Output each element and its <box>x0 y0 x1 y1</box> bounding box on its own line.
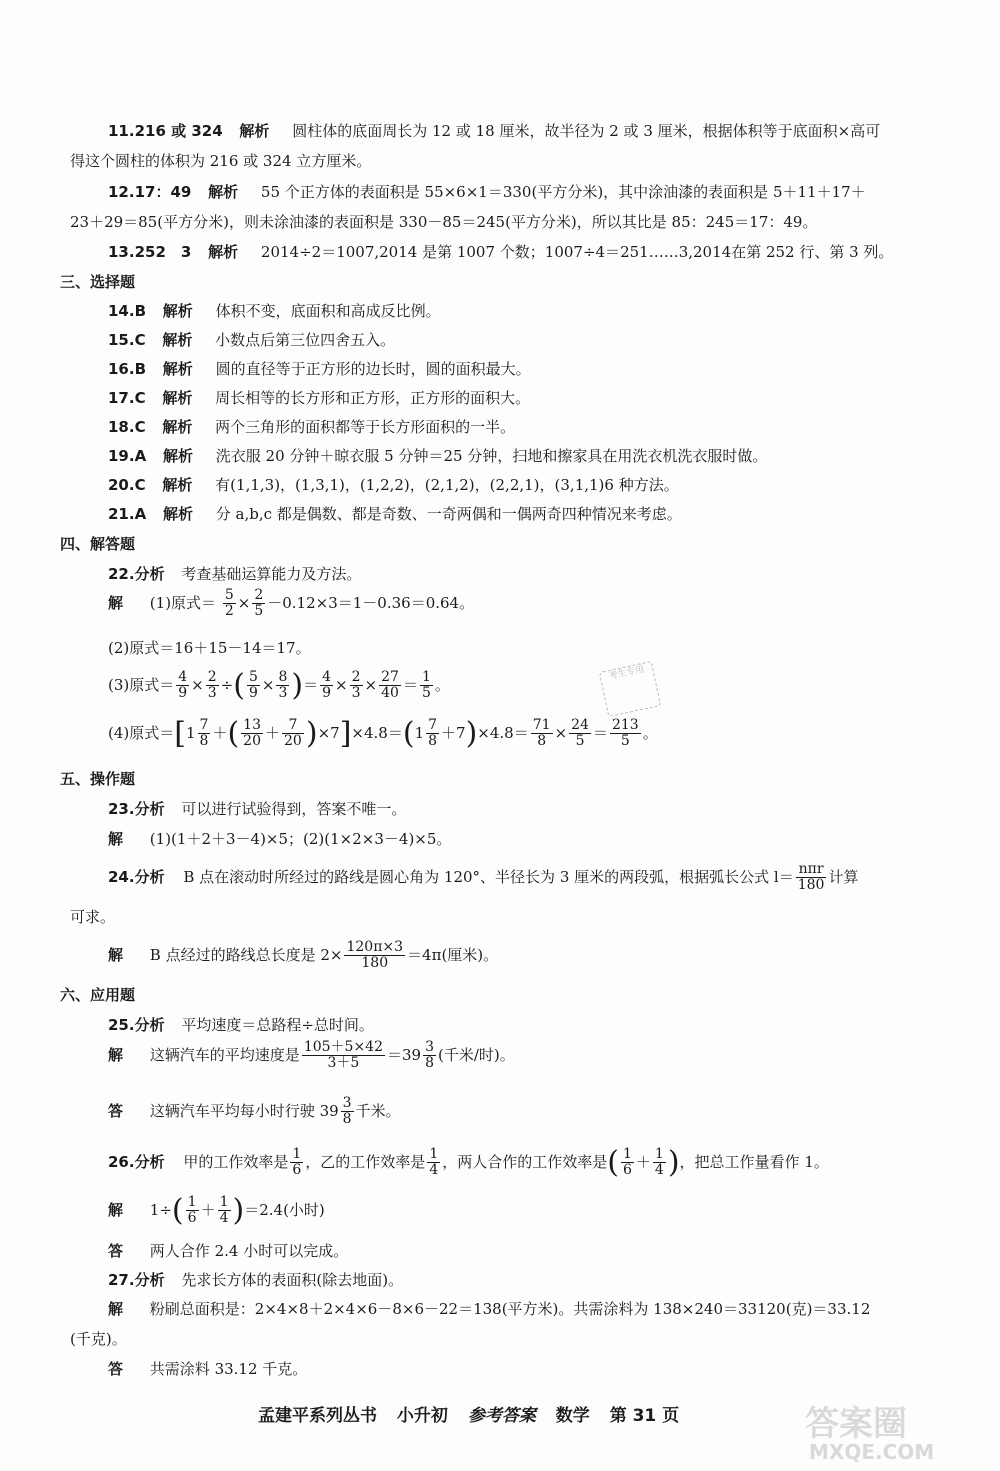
answer-number: 11.216 或 324 <box>108 122 223 140</box>
denominator: 4 <box>219 1210 229 1227</box>
analysis-text: 平均速度＝总路程÷总时间。 <box>181 1016 374 1034</box>
numerator: 5 <box>248 669 258 685</box>
numerator: 7 <box>428 717 438 733</box>
denominator: 3 <box>278 685 288 702</box>
answer-24 <box>108 862 858 894</box>
numerator: 1 <box>219 1194 229 1210</box>
denominator: 6 <box>622 1162 632 1179</box>
right-paren: ) <box>465 715 478 751</box>
answer-number: 18.C <box>108 418 146 436</box>
fraction <box>186 1195 199 1227</box>
numerator: 2 <box>207 669 217 685</box>
analysis-text: ，乙的工作效率是 <box>305 1152 426 1171</box>
answer-23 <box>108 798 424 819</box>
answer-number: 16.B <box>108 360 147 378</box>
solution-suffix: －0.12×3＝1－0.36＝0.64。 <box>267 593 475 612</box>
answer-number: 20.C <box>108 476 146 494</box>
answer-number: 23.分析 <box>108 800 165 818</box>
fraction <box>218 1195 231 1227</box>
reply-25 <box>108 1096 401 1128</box>
analysis-text: 甲的工作效率是 <box>183 1152 289 1171</box>
fraction <box>223 588 236 620</box>
analysis-label: 解析 <box>162 331 193 349</box>
reply-suffix: 千米。 <box>355 1101 401 1120</box>
denominator: 9 <box>178 685 188 702</box>
answer-24-cont: 可求。 <box>70 908 116 926</box>
answer-number: 25.分析 <box>108 1016 165 1034</box>
left-paren: ( <box>607 1144 619 1180</box>
logo-title: 答案圈 <box>805 1404 907 1444</box>
analysis-label: 解析 <box>208 243 239 261</box>
denominator: 40 <box>381 685 399 702</box>
answer-11 <box>108 120 880 141</box>
answer-number: 12.17：49 <box>108 183 192 201</box>
watermark-logo <box>795 1395 975 1465</box>
analysis-label: 解析 <box>239 122 270 140</box>
solution-prefix: (4)原式＝ <box>108 723 175 742</box>
answer-18 <box>108 416 515 437</box>
left-paren: ( <box>233 667 245 703</box>
numerator: 1 <box>421 669 431 685</box>
solution-text: (1)(1＋2＋3－4)×5；(2)(1×2×3－4)×5。 <box>149 830 452 848</box>
multiply-text: ×4.8＝ <box>351 723 403 742</box>
answer-number: 17.C <box>108 389 146 407</box>
answer-text: 周长相等的长方形和正方形，正方形的面积大。 <box>215 389 531 407</box>
denominator: 9 <box>248 685 258 702</box>
denominator: 20 <box>243 733 261 750</box>
solution-22-3: (3)原式＝ $\frac{4}{9}$ × $\frac{2}{3}$ ÷( $\frac{5}{9}$ × $\frac{8}{3}$ )＝ $\frac{4}{9}$ × $\frac{2}{3}$ × $\frac{27}{40}$ ＝ $\frac{1}{5}$ 。 <box>108 667 450 703</box>
numerator: 4 <box>178 669 188 685</box>
denominator: 8 <box>342 1111 352 1128</box>
solution-22-1: 解 (1)原式＝ $\frac{5}{2}$ × $\frac{2}{5}$ －0.12×3＝1－0.36＝0.64。 <box>108 587 475 620</box>
reply-text: 共需涂料 33.12 千克。 <box>149 1360 308 1378</box>
denominator: 2 <box>224 603 234 620</box>
fraction <box>241 718 263 750</box>
reply-26 <box>108 1240 348 1261</box>
stamp-mark <box>599 661 661 717</box>
fraction <box>531 718 553 750</box>
fraction <box>344 940 405 972</box>
numerator: 105＋5×42 <box>303 1039 383 1055</box>
analysis-label: 解析 <box>162 302 193 320</box>
answer-25 <box>108 1014 392 1035</box>
solution-prefix: (1)原式＝ <box>149 593 217 612</box>
analysis-label: 解析 <box>162 418 193 436</box>
left-bracket: [ <box>174 715 186 751</box>
solution-25 <box>108 1040 515 1072</box>
right-bracket: ] <box>339 715 352 751</box>
numerator: 5 <box>224 587 234 603</box>
solution-27 <box>108 1298 870 1319</box>
solution-suffix: ＝2.4(小时) <box>244 1200 325 1219</box>
fraction <box>379 670 401 702</box>
answer-text: 圆的直径等于正方形的边长时，圆的面积最大。 <box>215 360 531 378</box>
fraction <box>426 718 439 750</box>
answer-12 <box>108 181 866 202</box>
solution-prefix: B 点经过的路线总长度是 2× <box>149 945 343 964</box>
fraction <box>252 588 265 620</box>
solution-label: 解 <box>108 593 124 612</box>
denominator: 4 <box>654 1162 664 1179</box>
solution-23 <box>108 828 451 849</box>
answer-number: 21.A <box>108 505 147 523</box>
fraction <box>276 670 289 702</box>
numerator: 13 <box>243 717 261 733</box>
left-paren: ( <box>402 715 415 751</box>
stamp-text: 考生专用 <box>608 664 646 682</box>
answer-27 <box>108 1269 421 1290</box>
answer-number: 26.分析 <box>108 1152 165 1171</box>
answer-20 <box>108 474 679 495</box>
fraction <box>610 718 641 750</box>
answer-text: 圆柱体的底面周长为 12 或 18 厘米，故半径为 2 或 3 厘米，根据体积等于底面积×高可 <box>292 122 881 140</box>
watermark-logo-graphic <box>795 1395 975 1465</box>
footer-page: 第 31 页 <box>609 1406 680 1426</box>
reply-text: 两人合作 2.4 小时可以完成。 <box>149 1242 349 1260</box>
numerator: 1 <box>429 1146 439 1162</box>
solution-26: 解 1÷( $\frac{1}{6}$ ＋ $\frac{1}{4}$ )＝2.4(小时) <box>108 1192 325 1228</box>
fraction <box>350 670 363 702</box>
denominator: 5 <box>254 603 264 620</box>
reply-prefix: 这辆汽车平均每小时行驶 39 <box>149 1101 339 1120</box>
equals-value: ＝39 <box>387 1045 422 1064</box>
page-footer <box>258 1401 693 1426</box>
fraction <box>796 862 827 894</box>
numerator: 3 <box>342 1095 352 1111</box>
answer-text: 洗衣服 20 分钟＋晾衣服 5 分钟＝25 分钟，扫地和擦家具在用洗衣机洗衣服时做。 <box>215 447 768 465</box>
fraction <box>302 1040 385 1072</box>
answer-26: 26.分析 甲的工作效率是 $\frac{1}{6}$ ，乙的工作效率是 $\frac{1}{4}$ ，两人合作的工作效率是( $\frac{1}{6}$ ＋ $\frac{1}{4}$ )，把总工作量看作 1。 <box>108 1144 829 1180</box>
answer-number: 22.分析 <box>108 565 165 583</box>
fraction <box>176 670 189 702</box>
answer-15 <box>108 329 395 350</box>
fraction <box>653 1147 666 1179</box>
numerator: 120π×3 <box>346 939 404 955</box>
solution-suffix: ＝4π(厘米)。 <box>407 945 499 964</box>
footer-answers: 参考答案 <box>467 1406 536 1426</box>
solution-22-4: (4)原式＝[1 $\frac{7}{8}$ ＋( $\frac{13}{20}$ ＋ $\frac{7}{20}$ )×7]×4.8＝(1 $\frac{7}{8}$ ＋7)×4.8＝ $\frac{71}{8}$ × $\frac{24}{5}$ ＝ $\frac{213}{5}$ 。 <box>108 715 658 751</box>
numerator: 27 <box>381 669 399 685</box>
answer-11-cont: 得这个圆柱的体积为 216 或 324 立方厘米。 <box>70 152 372 170</box>
denominator: 4 <box>429 1162 439 1179</box>
right-paren: ) <box>305 715 318 751</box>
denominator: 6 <box>292 1162 302 1179</box>
reply-label: 答 <box>108 1242 124 1260</box>
denominator: 8 <box>199 733 209 750</box>
solution-label: 解 <box>108 1045 124 1064</box>
answer-number: 24.分析 <box>108 867 165 886</box>
fraction <box>427 1147 440 1179</box>
analysis-text: ，把总工作量看作 1。 <box>679 1152 829 1171</box>
denominator: 3＋5 <box>327 1055 360 1072</box>
answer-16 <box>108 358 531 379</box>
denominator: 20 <box>284 733 302 750</box>
section-heading-operation: 五、操作题 <box>60 770 136 788</box>
section-heading-choice: 三、选择题 <box>60 273 136 291</box>
analysis-label: 解析 <box>162 447 193 465</box>
denominator: 8 <box>537 733 547 750</box>
left-paren: ( <box>171 1192 184 1228</box>
numerator: 1 <box>654 1146 664 1162</box>
analysis-label: 解析 <box>162 476 193 494</box>
solution-24 <box>108 940 498 972</box>
answer-number: 14.B <box>108 302 147 320</box>
denominator: 5 <box>421 685 431 702</box>
answer-17 <box>108 387 530 408</box>
fraction <box>621 1147 634 1179</box>
period: 。 <box>642 723 658 742</box>
fraction <box>206 670 219 702</box>
left-paren: ( <box>227 715 240 751</box>
numerator: 24 <box>571 717 589 733</box>
answer-text: 2014÷2＝1007,2014 是第 1007 个数；1007÷4＝251……3,2014在第 252 行、第 3 列。 <box>260 243 894 261</box>
solution-label: 解 <box>108 945 124 964</box>
answer-21 <box>108 503 682 524</box>
solution-27-cont: (千克)。 <box>70 1330 127 1348</box>
numerator: 71 <box>532 717 551 733</box>
answer-number: 19.A <box>108 447 147 465</box>
answer-text: 两个三角形的面积都等于长方形面积的一半。 <box>215 418 516 436</box>
fraction <box>290 1147 303 1179</box>
analysis-label: 解析 <box>208 183 239 201</box>
solution-suffix: (千米/时)。 <box>438 1045 515 1064</box>
analysis-text: ，两人合作的工作效率是 <box>442 1152 608 1171</box>
analysis-tail: 计算 <box>828 867 859 886</box>
fraction <box>247 670 260 702</box>
reply-label: 答 <box>108 1101 124 1120</box>
numerator: 1 <box>187 1194 197 1210</box>
denominator: 3 <box>351 685 361 702</box>
denominator: 5 <box>575 733 585 750</box>
analysis-text: 先求长方体的表面积(除去地面)。 <box>181 1271 404 1289</box>
answer-number: 27.分析 <box>108 1271 165 1289</box>
numerator: 2 <box>351 669 361 685</box>
solution-prefix: 这辆汽车的平均速度是 <box>149 1045 300 1064</box>
numerator: 1 <box>292 1146 302 1162</box>
solution-prefix: 1÷ <box>149 1200 172 1219</box>
section-heading-application: 六、应用题 <box>60 986 136 1004</box>
footer-series: 孟建平系列丛书 <box>258 1406 377 1426</box>
fraction <box>341 1096 354 1128</box>
numerator: 7 <box>199 717 209 733</box>
fraction <box>423 1040 436 1072</box>
answer-text: 55 个正方体的表面积是 55×6×1＝330(平方分米)，其中涂油漆的表面积是 5＋11＋17＋ <box>260 183 866 201</box>
solution-label: 解 <box>108 830 124 848</box>
answer-text: 体积不变，底面积和高成反比例。 <box>215 302 441 320</box>
solution-label: 解 <box>108 1200 124 1219</box>
denominator: 6 <box>187 1210 197 1227</box>
numerator: 1 <box>622 1146 632 1162</box>
answer-13 <box>108 241 893 262</box>
reply-label: 答 <box>108 1360 124 1378</box>
fraction <box>198 718 211 750</box>
analysis-label: 解析 <box>162 505 193 523</box>
numerator: 213 <box>611 717 639 733</box>
denominator: 180 <box>361 955 389 972</box>
reply-27 <box>108 1358 307 1379</box>
analysis-label: 解析 <box>162 360 193 378</box>
fraction <box>320 670 333 702</box>
right-paren: ) <box>232 1192 245 1228</box>
numerator: 7 <box>282 718 304 734</box>
solution-prefix: (3)原式＝ <box>108 675 175 694</box>
footer-subject: 数学 <box>555 1406 590 1426</box>
numerator: 8 <box>278 669 288 685</box>
analysis-text: 可以进行试验得到，答案不唯一。 <box>181 800 407 818</box>
numerator: 3 <box>425 1039 435 1055</box>
answer-text: 分 a,b,c 都是偶数、都是奇数、一奇两偶和一偶两奇四种情况来考虑。 <box>215 505 682 523</box>
denominator: 8 <box>425 1055 435 1072</box>
denominator: 5 <box>620 733 630 750</box>
answer-14 <box>108 300 441 321</box>
numerator: 2 <box>254 587 264 603</box>
answer-text: 有(1,1,3)，(1,3,1)，(1,2,2)，(2,1,2)，(2,2,1)，(3,1,1)6 种方法。 <box>215 476 679 494</box>
footer-grade: 小升初 <box>396 1406 448 1426</box>
multiply-text: ×4.8＝ <box>477 723 529 742</box>
denominator: 180 <box>797 877 825 894</box>
numerator: nπr <box>796 862 827 878</box>
logo-url: MXQE.COM <box>809 1440 935 1464</box>
analysis-label: 解析 <box>162 389 193 407</box>
section-heading-solve: 四、解答题 <box>60 535 136 553</box>
equals: ＝ <box>303 675 319 694</box>
answer-12-cont: 23＋29＝85(平方分米)，则未涂油漆的表面积是 330－85＝245(平方分米)，所以其比是 85：245＝17：49。 <box>70 213 818 231</box>
answer-text: 小数点后第三位四舍五入。 <box>215 331 396 349</box>
denominator: 3 <box>207 685 217 702</box>
solution-22-2: (2)原式＝16＋15－14＝17。 <box>108 639 311 657</box>
fraction <box>420 670 433 702</box>
denominator: 8 <box>428 733 438 750</box>
right-paren: ) <box>291 667 304 703</box>
analysis-text: B 点在滚动时所经过的路线是圆心角为 120°、半径长为 3 厘米的两段弧，根据弧长公式 l＝ <box>183 867 794 886</box>
answer-22 <box>108 563 379 584</box>
right-paren: ) <box>667 1144 680 1180</box>
solution-text: 粉刷总面积是：2×4×8＋2×4×6－8×6－22＝138(平方米)。共需涂料为 138×240＝33120(克)＝33.12 <box>149 1300 871 1318</box>
fraction <box>282 718 304 750</box>
numerator: 4 <box>322 669 332 685</box>
fraction <box>569 718 591 750</box>
denominator: 9 <box>322 685 332 702</box>
analysis-text: 考查基础运算能力及方法。 <box>181 565 362 583</box>
answer-19 <box>108 445 767 466</box>
solution-label: 解 <box>108 1300 124 1318</box>
answer-number: 15.C <box>108 331 146 349</box>
answer-number: 13.252 3 <box>108 243 192 261</box>
